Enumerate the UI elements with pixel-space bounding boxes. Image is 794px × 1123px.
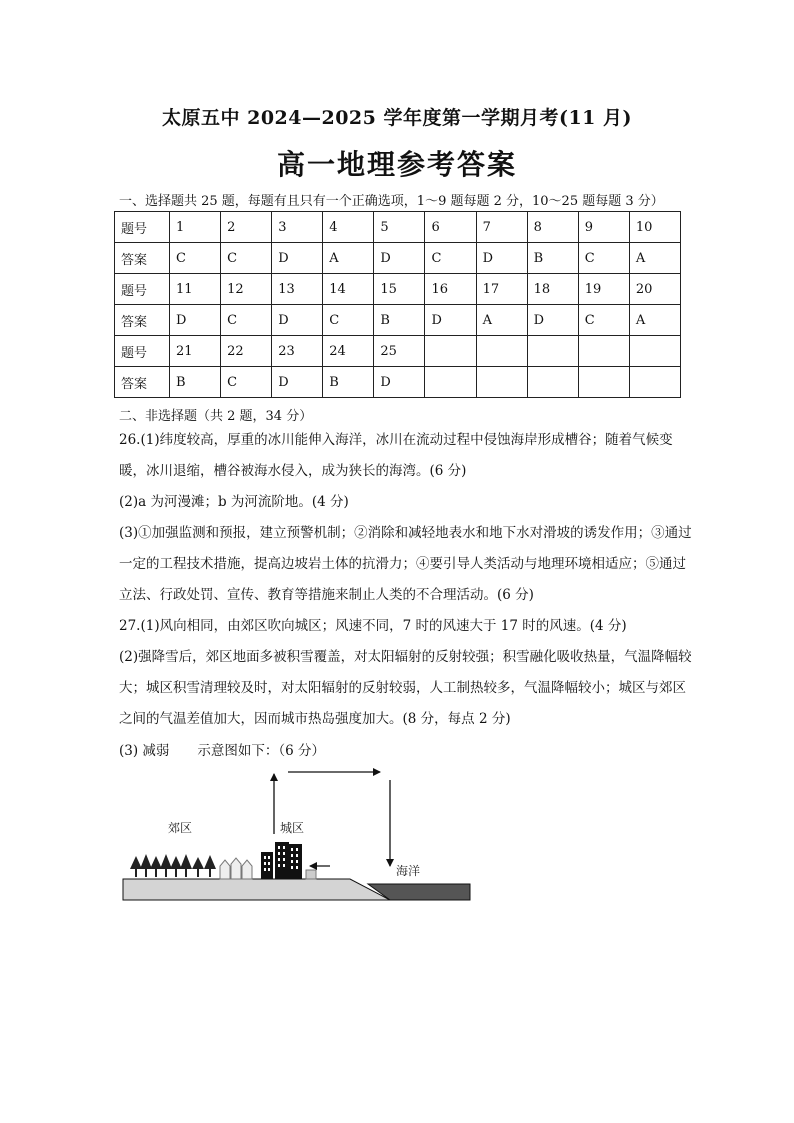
question-number-cell: 25 (374, 336, 425, 367)
answer-cell (476, 367, 527, 398)
question-number-cell: 9 (578, 212, 629, 243)
answer-cell: B (323, 367, 374, 398)
answer-cell: C (425, 243, 476, 274)
answer-cell (527, 367, 578, 398)
answer-cell: A (476, 305, 527, 336)
label-ocean: 海洋 (396, 864, 421, 878)
answer-row-label: 答案 (115, 305, 170, 336)
answer-cell: C (221, 367, 272, 398)
exam-title: 太原五中 2024—2025 学年度第一学期月考(11 月) (161, 107, 633, 129)
question-number-cell (527, 336, 578, 367)
answer-cell: D (374, 367, 425, 398)
q26-part2: (2)a 为河漫滩；b 为河流阶地。(4 分) (119, 494, 349, 510)
answer-cell: D (476, 243, 527, 274)
question-number-cell: 11 (170, 274, 221, 305)
question-number-cell (629, 336, 680, 367)
question-number-cell: 13 (272, 274, 323, 305)
question-number-cell: 18 (527, 274, 578, 305)
land-surface (123, 879, 390, 900)
answer-cell: D (272, 305, 323, 336)
question-number-cell (425, 336, 476, 367)
question-row (115, 336, 681, 367)
answer-cell: D (527, 305, 578, 336)
answer-cell: D (272, 367, 323, 398)
question-number-cell (476, 336, 527, 367)
answer-cell: D (425, 305, 476, 336)
question-number-cell: 15 (374, 274, 425, 305)
answer-cell: C (170, 243, 221, 274)
answer-cell: C (221, 305, 272, 336)
question-number-cell: 23 (272, 336, 323, 367)
answer-cell (425, 367, 476, 398)
label-suburb: 郊区 (168, 821, 193, 835)
answer-cell: B (374, 305, 425, 336)
answer-cell: B (170, 367, 221, 398)
answer-cell: D (170, 305, 221, 336)
question-number-cell: 7 (476, 212, 527, 243)
document-title: 高一地理参考答案 (276, 148, 517, 181)
q26-part1: 26.(1)纬度较高，厚重的冰川能伸入海洋，冰川在流动过程中侵蚀海岸形成槽谷；随着气候变暖，冰川退缩，槽谷被海水侵入，成为狭长的海湾。(6 分) (119, 432, 673, 479)
small-houses (220, 858, 252, 879)
answer-row (115, 305, 681, 336)
answer-cell: D (374, 243, 425, 274)
answer-cell: A (629, 305, 680, 336)
question-number-cell: 12 (221, 274, 272, 305)
question-number-cell: 19 (578, 274, 629, 305)
answer-cell: C (578, 243, 629, 274)
answer-row (115, 367, 681, 398)
question-number-cell: 17 (476, 274, 527, 305)
question-row (115, 274, 681, 305)
q26-part3: (3)①加强监测和预报，建立预警机制；②消除和减轻地表水和地下水对滑坡的诱发作用；③通过一定的工程技术措施，提高边坡岩土体的抗滑力；④要引导人类活动与地理环境相适应；⑤通过立法、行政处罚、宣传、教育等措施来制止人类的不合理活动。(6 分) (119, 525, 692, 603)
q27-part3-answer: (3) 减弱 (119, 743, 170, 759)
answer-row (115, 243, 681, 274)
answer-cell: A (629, 243, 680, 274)
answer-cell: C (323, 305, 374, 336)
question-number-cell (578, 336, 629, 367)
question-number-cell: 14 (323, 274, 374, 305)
answer-table (114, 211, 681, 398)
question-number-cell: 21 (170, 336, 221, 367)
answer-cell: C (221, 243, 272, 274)
q27-part3-note: 示意图如下：（6 分） (197, 743, 326, 759)
suburb-trees (130, 854, 216, 877)
question-number-cell: 8 (527, 212, 578, 243)
question-number-cell: 1 (170, 212, 221, 243)
answer-cell (629, 367, 680, 398)
heat-island-circulation-diagram (118, 762, 478, 907)
section1-heading: 一、选择题共 25 题，每题有且只有一个正确选项，1～9 题每题 2 分，10～25 题每题 3 分） (119, 194, 664, 209)
answer-row-label: 答案 (115, 243, 170, 274)
answer-cell: B (527, 243, 578, 274)
q27-part2: (2)强降雪后，郊区地面多被积雪覆盖，对太阳辐射的反射较强；积雪融化吸收热量，气温降幅较大；城区积雪清理较及时，对太阳辐射的反射较弱，人工制热较多，气温降幅较小；城区与郊区之间的气温差值加大，因而城市热岛强度加大。(8 分，每点 2 分) (119, 649, 692, 727)
q27-part1: 27.(1)风向相同，由郊区吹向城区；风速不同，7 时的风速大于 17 时的风速。(4 分) (119, 618, 627, 634)
question-number-cell: 20 (629, 274, 680, 305)
answer-cell: A (323, 243, 374, 274)
question-number-cell: 2 (221, 212, 272, 243)
answer-cell: D (272, 243, 323, 274)
answer-cell: C (578, 305, 629, 336)
question-row-label: 题号 (115, 336, 170, 367)
answer-cell (578, 367, 629, 398)
question-number-cell: 6 (425, 212, 476, 243)
question-number-cell: 4 (323, 212, 374, 243)
section2-heading: 二、非选择题（共 2 题，34 分） (119, 409, 313, 424)
question-number-cell: 3 (272, 212, 323, 243)
city-buildings (261, 842, 316, 879)
question-number-cell: 5 (374, 212, 425, 243)
question-number-cell: 16 (425, 274, 476, 305)
question-row-label: 题号 (115, 274, 170, 305)
label-city: 城区 (280, 821, 305, 835)
question-number-cell: 10 (629, 212, 680, 243)
answer-row-label: 答案 (115, 367, 170, 398)
question-number-cell: 24 (323, 336, 374, 367)
question-row-label: 题号 (115, 212, 170, 243)
question-row (115, 212, 681, 243)
question-number-cell: 22 (221, 336, 272, 367)
